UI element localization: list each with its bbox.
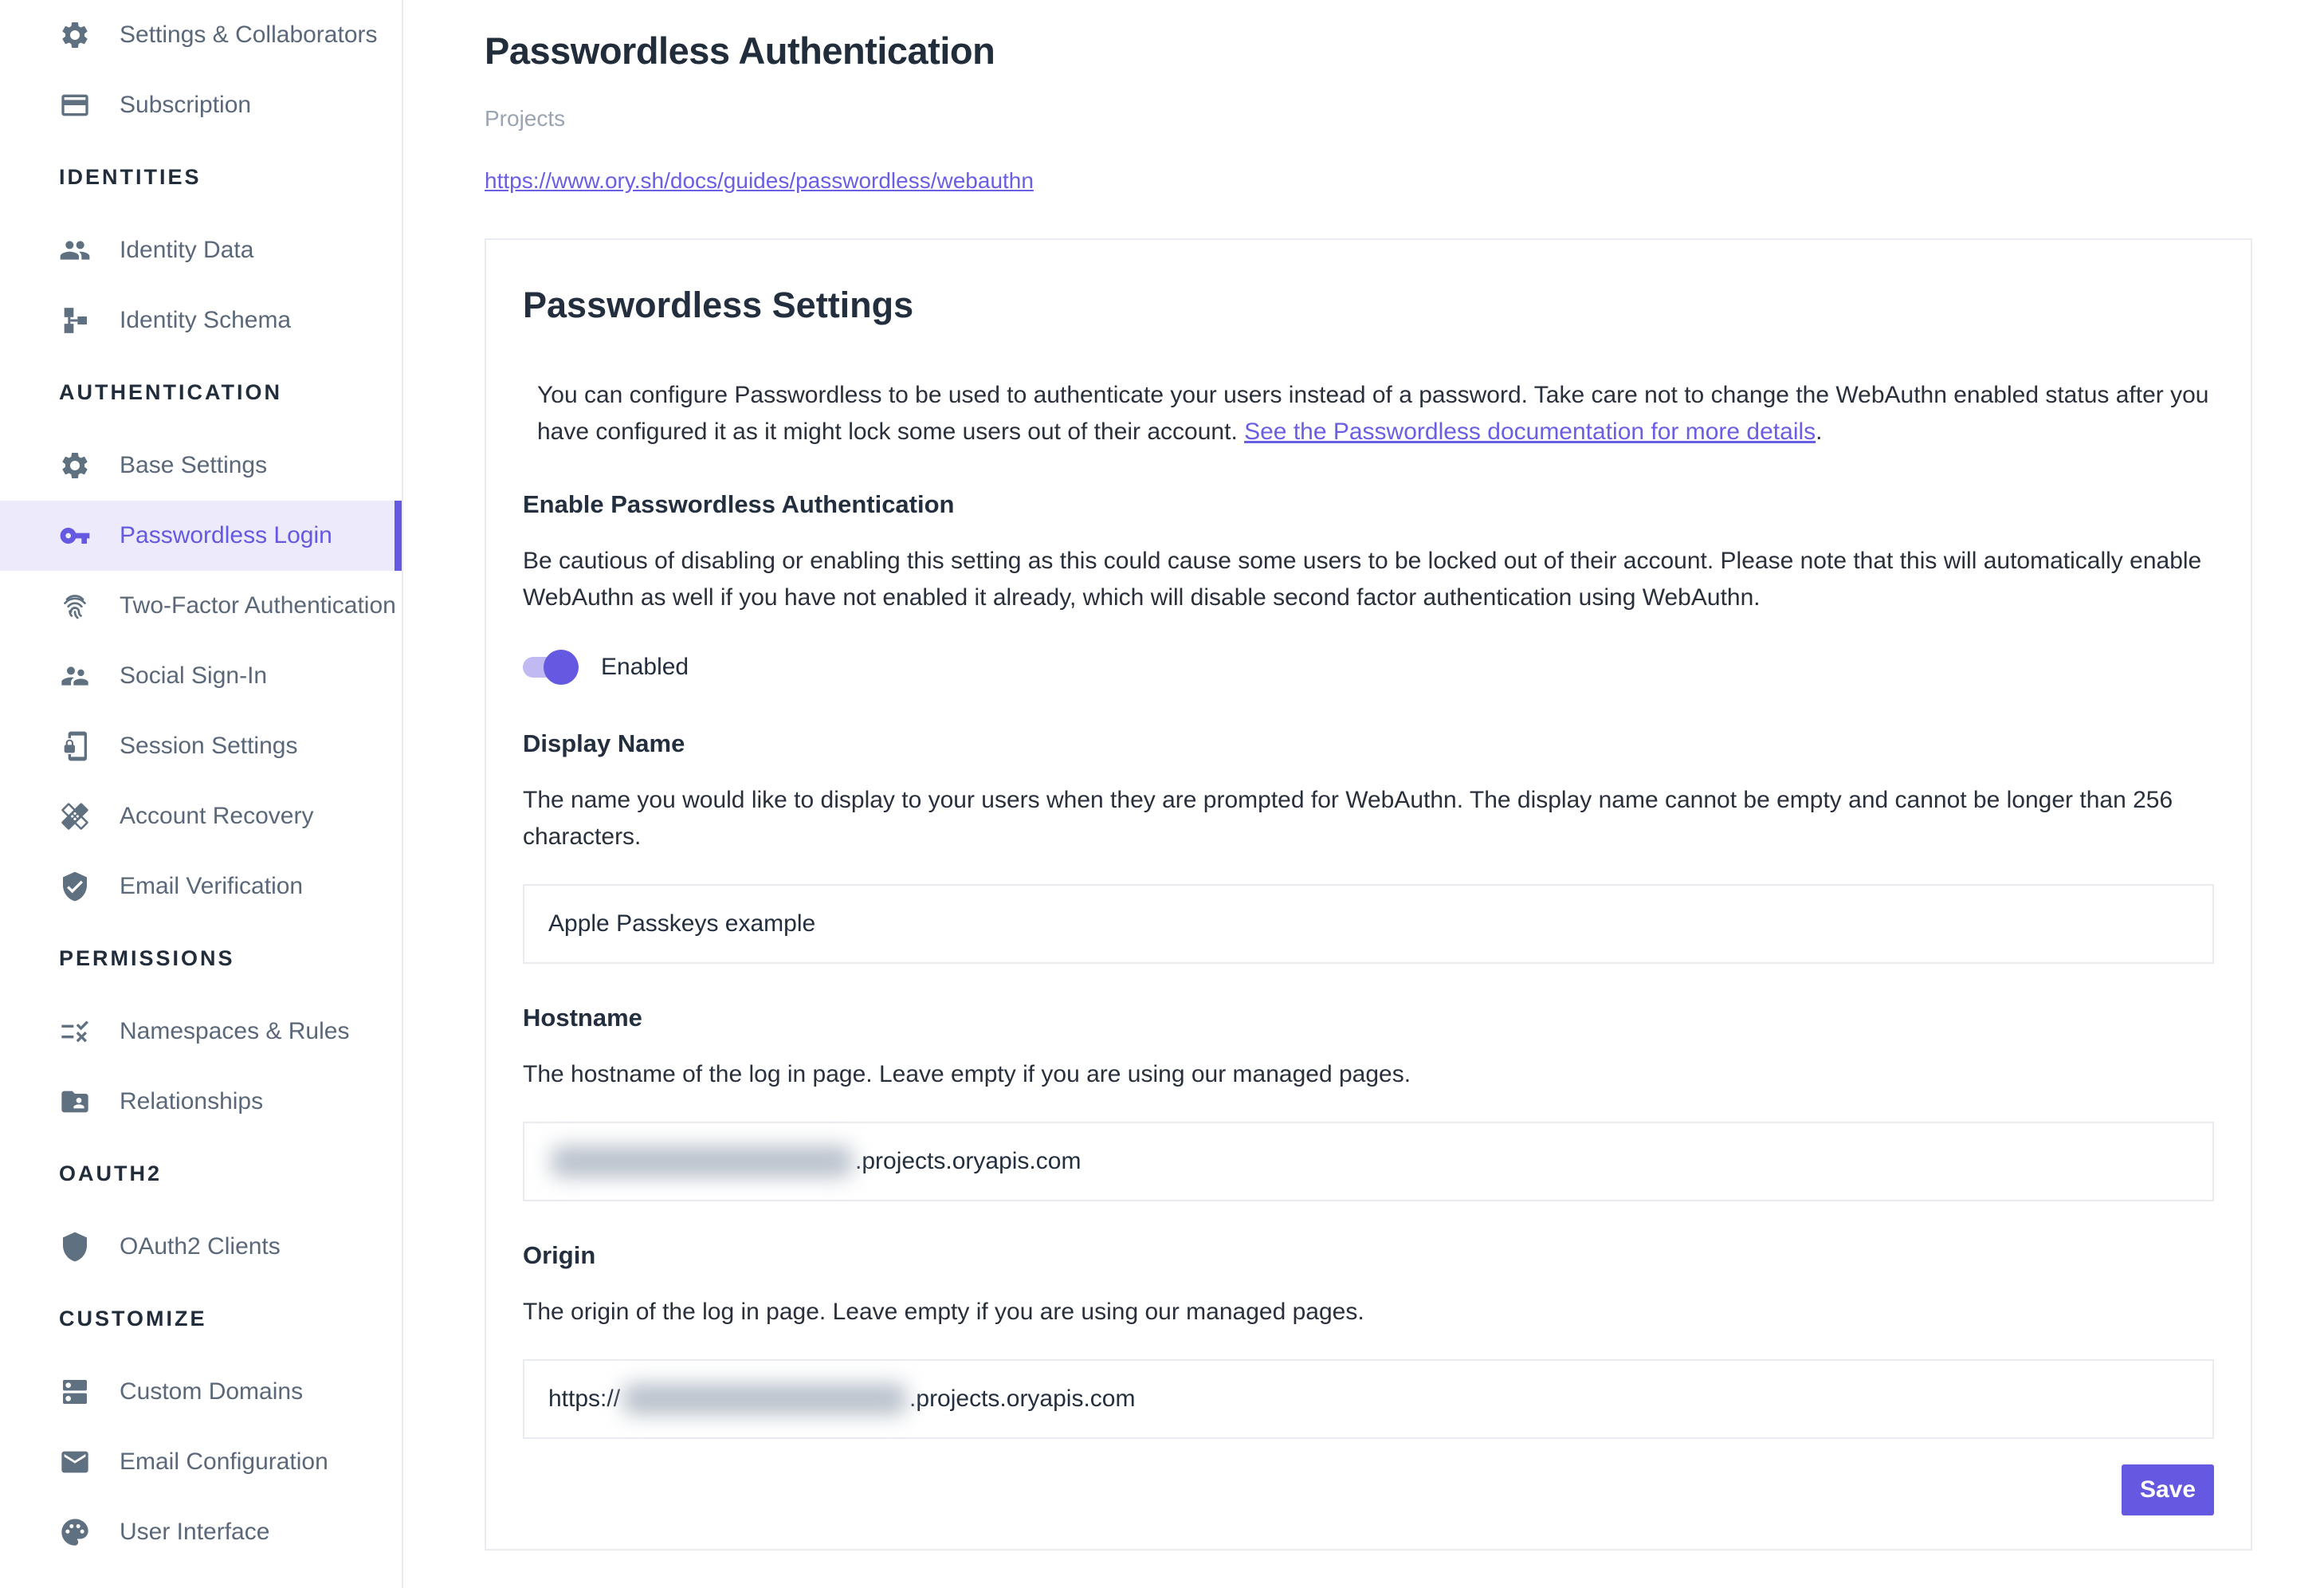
sidebar-item-session-settings[interactable] [0,711,402,781]
passwordless-enabled-toggle[interactable] [523,657,577,678]
palette-icon [59,1516,91,1548]
toggle-knob [544,650,579,685]
sidebar [0,0,403,1588]
sidebar-item-user-interface[interactable] [0,1497,402,1567]
display-name-value: Apple Passkeys example [548,910,816,937]
shield-check-icon [59,871,91,902]
sidebar-item-label: Settings & Collaborators [120,22,378,48]
mail-icon [59,1446,91,1478]
sidebar-item-label: Identity Data [120,237,254,263]
sidebar-section-oauth2: OAUTH2 [59,1161,163,1185]
main-content [403,0,2324,1588]
origin-value-prefix: https:// [548,1386,621,1412]
toggle-label: Enabled [601,654,689,680]
people-icon [59,660,91,692]
folder-shared-icon [59,1086,91,1118]
sidebar-item-label: Relationships [120,1088,264,1114]
sidebar-section-permissions: PERMISSIONS [59,945,235,970]
phone-lock-icon [59,730,91,762]
sidebar-item-label: Session Settings [120,733,298,759]
passwordless-documentation-link[interactable]: See the Passwordless documentation for more details [1244,419,1816,445]
intro-text [537,377,2214,450]
display-name-description: The name you would like to display to your users when they are prompted for WebAuthn. The display name cannot be empty and cannot be longer than 256 characters. [523,787,2173,850]
sidebar-item-relationships[interactable] [0,1067,402,1137]
enable-toggle-row [523,645,2214,690]
key-icon [59,520,91,552]
save-row [523,1464,2214,1515]
rule-icon [59,1016,91,1048]
sidebar-item-account-recovery[interactable] [0,781,402,851]
sidebar-item-identity-schema[interactable] [0,285,402,356]
sidebar-item-settings-collaborators[interactable] [0,0,402,70]
origin-input[interactable] [523,1359,2214,1439]
enable-passwordless-heading: Enable Passwordless Authentication [523,490,955,518]
intro-text-suffix: . [1816,419,1823,445]
hostname-heading: Hostname [523,1004,642,1032]
sidebar-item-label: Email Configuration [120,1448,328,1475]
active-indicator-bar [395,501,402,571]
sidebar-item-identity-data[interactable] [0,215,402,285]
enable-passwordless-description: Be cautious of disabling or enabling this setting as this could cause some users to be locked out of their account. Please note that this will automatically enable WebAuthn as well if you have not enabled it already, which will disable second factor authentication using WebAuthn. [523,548,2202,611]
page-title: Passwordless Authentication [485,29,995,72]
display-name-heading: Display Name [523,729,685,757]
sidebar-item-email-configuration[interactable] [0,1427,402,1497]
display-name-input[interactable] [523,884,2214,964]
card-title: Passwordless Settings [523,285,914,325]
sidebar-section-identities: IDENTITIES [59,164,202,189]
sidebar-item-oauth2-clients[interactable] [0,1212,402,1282]
origin-value-suffix: .projects.oryapis.com [909,1386,1136,1412]
gear-icon [59,450,91,482]
origin-description: The origin of the log in page. Leave empty if you are using our managed pages. [523,1299,1364,1325]
sidebar-item-label: Subscription [120,92,252,118]
hostname-description: The hostname of the log in page. Leave empty if you are using our managed pages. [523,1061,1411,1087]
sidebar-item-subscription[interactable] [0,70,402,140]
sidebar-item-label: Identity Schema [120,307,292,333]
sidebar-item-email-verification[interactable] [0,851,402,922]
bandage-icon [59,800,91,832]
hostname-value-suffix: .projects.oryapis.com [855,1148,1082,1174]
sidebar-section-customize: CUSTOMIZE [59,1306,207,1331]
sidebar-item-passwordless-login[interactable] [0,501,402,571]
sidebar-item-namespaces-rules[interactable] [0,996,402,1067]
origin-heading: Origin [523,1241,596,1269]
sidebar-item-label: Email Verification [120,873,304,899]
sidebar-item-custom-domains[interactable] [0,1357,402,1427]
redacted-project-slug [552,1146,852,1177]
redacted-project-slug [623,1384,906,1414]
webauthn-docs-link[interactable]: https://www.ory.sh/docs/guides/passwordless/webauthn [485,168,1034,193]
sidebar-item-label: Passwordless Login [120,522,332,548]
intro-text-body: You can configure Passwordless to be used to authenticate your users instead of a password. Take care not to change the WebAuthn enabled status after you have configured it as it might lock some users out of their account. [537,382,2209,445]
sidebar-item-two-factor-authentication[interactable] [0,571,402,641]
save-button[interactable]: Save [2122,1464,2214,1515]
credit-card-icon [59,89,91,121]
sidebar-item-label: Account Recovery [120,803,314,829]
breadcrumb: Projects [485,106,566,131]
sidebar-item-base-settings[interactable] [0,430,402,501]
sidebar-item-label: Namespaces & Rules [120,1018,350,1044]
people-icon [59,234,91,266]
sidebar-item-label: Two-Factor Authentication [120,592,396,619]
schema-icon [59,305,91,336]
passwordless-settings-card [485,238,2252,1551]
sidebar-section-authentication: AUTHENTICATION [59,379,282,404]
sidebar-item-label: User Interface [120,1519,270,1545]
sidebar-item-label: Base Settings [120,452,268,478]
sidebar-item-label: Custom Domains [120,1378,304,1405]
dns-icon [59,1376,91,1408]
gear-icon [59,19,91,51]
sidebar-item-label: OAuth2 Clients [120,1233,281,1260]
shield-icon [59,1231,91,1263]
fingerprint-icon [59,590,91,622]
sidebar-item-label: Social Sign-In [120,662,268,689]
hostname-input[interactable] [523,1122,2214,1201]
sidebar-item-social-sign-in[interactable] [0,641,402,711]
